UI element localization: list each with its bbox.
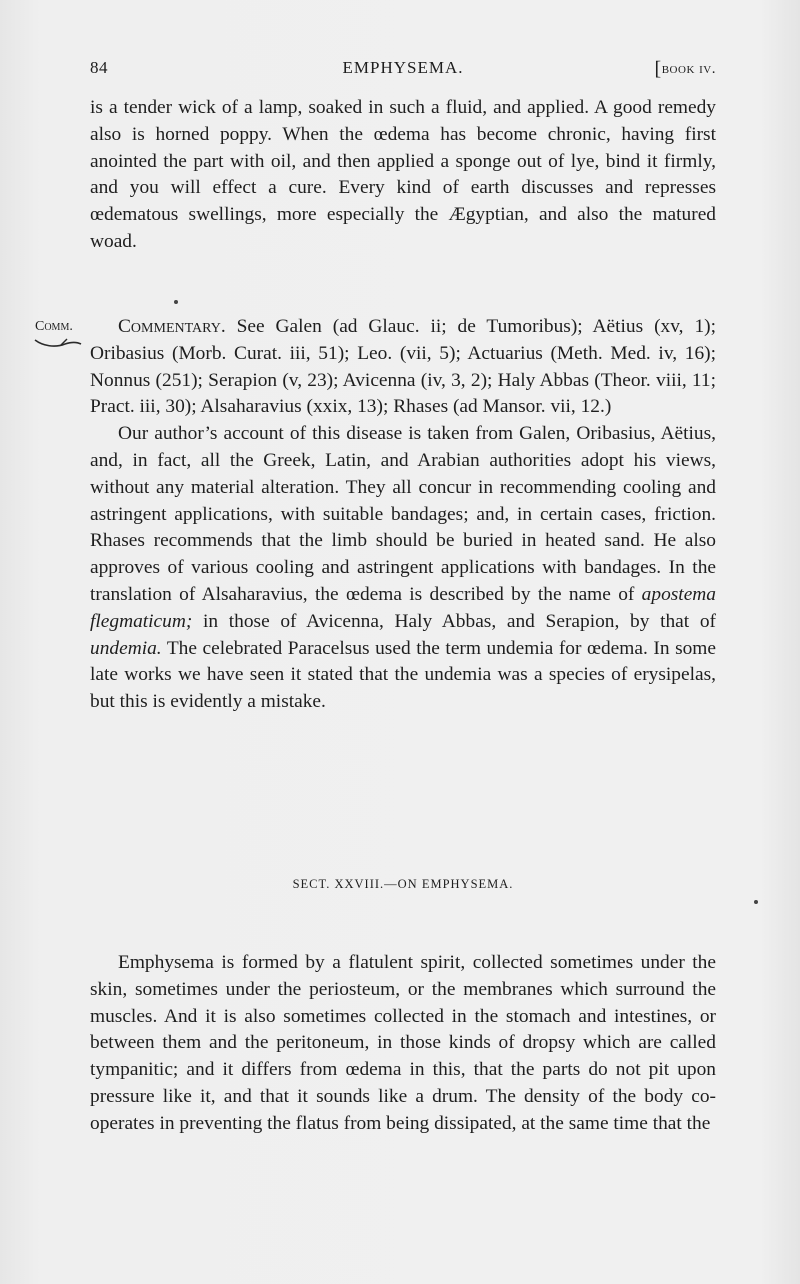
opening-paragraph (90, 95, 716, 256)
book-label (655, 58, 716, 81)
commentary-section (90, 314, 716, 716)
section-heading: SECT. XXVIII.—ON EMPHYSEMA. (292, 877, 514, 891)
discussion-part1: Our author’s account of this disease is taken from Galen, Oribasius, Aëtius, and, in fact, all the Greek, Latin, and Arabian authorities adopt his views, without any material alteration. They all concur in recommending cooling and astringent applications, with suitable bandages; and, in certain cases, friction. Rhases recommends that the limb should be buried in heated sand. He also approves of various cooling and astringent applications with bandages. In the translation of Alsaharavius, the œdema is described by the name of (90, 423, 716, 605)
commentary-lead: Commentary. (118, 316, 226, 337)
margin-note-comm: Comm. (35, 319, 73, 334)
discussion-part2: in those of Avicenna, Haly Abbas, and Serapion, by that of (192, 610, 716, 632)
margin-brace-icon (33, 334, 83, 354)
commentary-paragraph (90, 314, 716, 421)
discussion-paragraph (90, 421, 716, 716)
book-label-text: book iv. (661, 61, 716, 77)
running-title: EMPHYSEMA. (342, 58, 464, 77)
emphysema-paragraph: Emphysema is formed by a flatulent spirit, collected sometimes under the skin, sometimes under the periosteum, or the membranes which surround the muscles. And it is also sometimes collected in the stomach and intestines, or between them and the peritoneum, in those kinds of dropsy which are called tympanitic; and it differs from œdema in this, that the parts do not pit upon pressure like it, and that it sounds like a drum. The density of the body co-operates in preventing the flatus from being dissipated, at the same time that the (90, 952, 716, 1134)
ink-mark (174, 300, 178, 304)
opening-paragraph-text: is a tender wick of a lamp, soaked in such a fluid, and applied. A good remedy also is horned poppy. When the œdema has become chronic, having first anointed the part with oil, and then applied a sponge out of lye, bind it firmly, and you will effect a cure. Every kind of earth discusses and represses œdematous swellings, more especially the Ægyptian, and also the matured woad. (90, 97, 716, 252)
discussion-part3: The celebrated Paracelsus used the term undemia for œdema. In some late works we have seen it stated that the undemia was a species of erysipelas, but this is evidently a mistake. (90, 637, 716, 713)
ink-mark (754, 900, 758, 904)
term-apostema: apostema flegmaticum; (90, 583, 716, 632)
page-header (90, 58, 716, 82)
book-bracket: [ (654, 58, 662, 80)
emphysema-section (90, 950, 716, 1138)
term-undemia: undemia. (90, 637, 162, 659)
commentary-text: See Galen (ad Glauc. ii; de Tumoribus); Aëtius (xv, 1); Oribasius (Morb. Curat. iii, 51); Leo. (vii, 5); Actuarius (Meth. Med. iv, 16); Nonnus (251); Serapion (v, 23); Avicenna (iv, 3, 2); Haly Abbas (Theor. viii, 11; Pract. iii, 30); Alsaharavius (xxix, 13); Rhases (ad Mansor. vii, 12.) (90, 316, 716, 418)
page-number: 84 (90, 58, 108, 77)
